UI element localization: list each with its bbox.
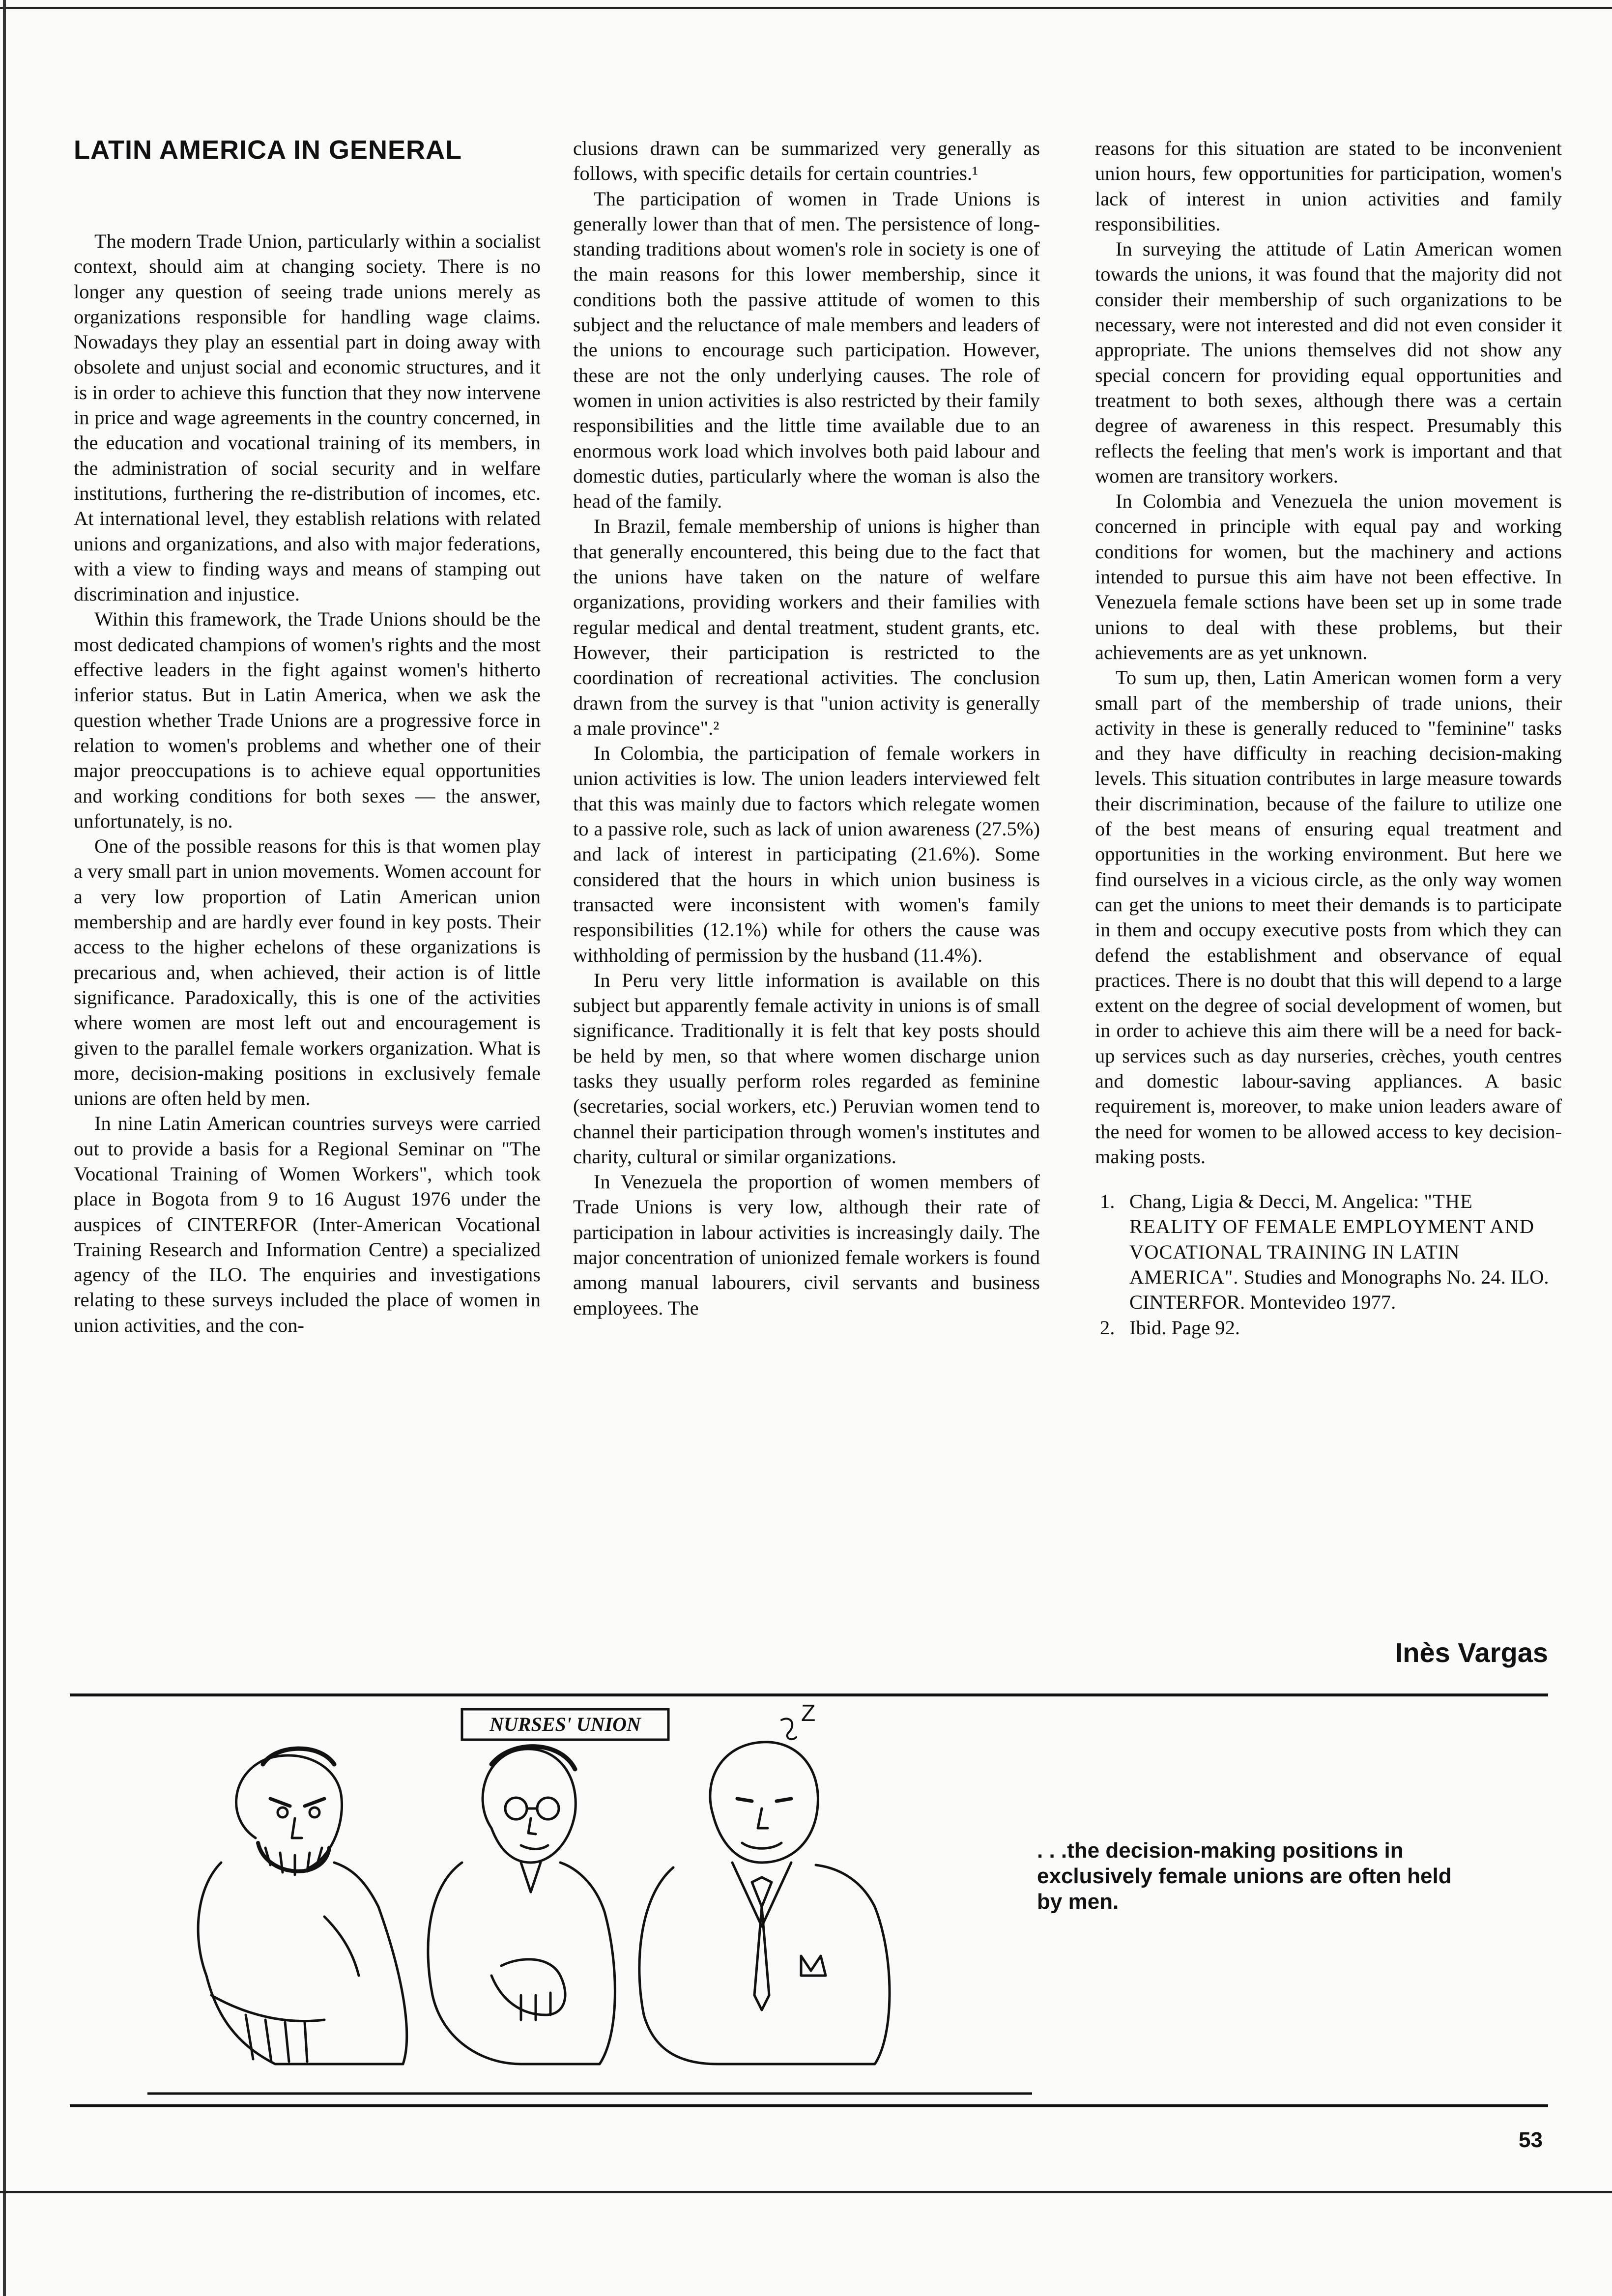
paragraph: In Brazil, female membership of unions is higher than that generally encountered, this being due to the fact that the unions have taken on the nature of welfare organizations, providing workers and their families with regular medical and dental treatment, student grants, etc. However, their participation is restricted to the coordination of recreational activities. The conclusion drawn from the survey is that "union activity is generally a male province".² xyxy=(573,515,1040,739)
footnote-number: 2. xyxy=(1100,1316,1115,1339)
paragraph: In surveying the attitude of Latin American women towards the unions, it was found that the majority did not consider their membership of such organizations to be necessary, were not interested and did not even consider it appropriate. The unions themselves did not show any special concern for providing equal opportunities and treatment to both sexes, although there was a certain degree of awareness in this respect. Presumably this reflects the feeling that men's work is important and that women are transitory workers. xyxy=(1095,238,1562,487)
footnotes xyxy=(1095,1189,1562,1340)
column-1 xyxy=(74,135,541,1664)
footnote-title: "THE REALITY OF FEMALE EMPLOYMENT AND VOCATIONAL TRAINING IN LATIN AMERICA". xyxy=(1129,1190,1535,1289)
middle-figure xyxy=(428,1747,615,2064)
union-sign xyxy=(462,1709,668,1740)
paragraph: reasons for this situation are stated to be inconvenient union hours, few opportunities for participation, women's lack of interest in union activities and family responsibilities. xyxy=(1095,137,1562,235)
scan-edge-top xyxy=(0,7,1612,9)
paragraph: Within this framework, the Trade Unions should be the most dedicated champions of women's rights and the most effective leaders in the fight against women's hitherto inferior status. But in Latin America, when we ask the question whether Trade Unions are a progressive force in relation to women's problems and whether one of their major preoccupations is to achieve equal opportunities and working conditions for both sexes — the answer, unfortunately, is no. xyxy=(74,608,541,832)
footnote-text xyxy=(1129,1315,1562,1340)
paragraph: In Colombia, the participation of female workers in union activities is low. The union leaders interviewed felt that this was mainly due to factors which relegate women to a passive role, such as lack of union awareness (27.5%) and lack of interest in participating (21.6%). Some considered that the hours in which union business is transacted were inconsistent with women's family responsibilities (12.1%) while for others the cause was withholding of permission by the husband (11.4%). xyxy=(573,742,1040,966)
cartoon-illustration xyxy=(147,1700,1032,2103)
paragraph: In Venezuela the proportion of women members of Trade Unions is very low, although their rate of participation in labour activities is increasingly daily. The major concentration of unionized female workers is found among manual labourers, civil servants and business employees. The xyxy=(573,1171,1040,1319)
scan-edge-bottom xyxy=(0,2191,1612,2193)
paragraph: To sum up, then, Latin American women form a very small part of the membership of trade unions, their activity in these is generally reduced to "feminine" tasks and they have difficulty in reaching decision-making levels. This situation contributes in large measure towards their discrimination, because of the failure to utilize one of the best means of ensuring equal treatment and opportunities in the working environment. But here we find ourselves in a vicious circle, as the only way women can get the unions to meet their demands is to participate in them and occupy executive posts from which they can defend the establishment and observance of equal practices. There is no doubt that this will depend to a large extent on the degree of social development of women, but in order to achieve this aim there will be a need for back-up services such as day nurseries, crèches, youth centres and domestic labour-saving appliances. A basic requirement is, moreover, to make union leaders aware of the need for women to be allowed access to key decision-making posts. xyxy=(1095,666,1562,1168)
left-figure xyxy=(198,1749,407,2064)
scan-edge-left xyxy=(3,0,6,2296)
column-1-body xyxy=(74,229,541,1338)
footnote-authors: Chang, Ligia & Decci, M. Angelica: xyxy=(1129,1190,1419,1213)
paragraph: The participation of women in Trade Unions is generally lower than that of men. The persistence of long-standing traditions about women's role in society is one of the main reasons for this lower membership, since it conditions both the passive attitude of women to this subject and the reluctance of male members and leaders of the unions to encourage such participation. However, these are not the only underlying causes. The role of women in union activities is also restricted by their family responsibilities and the little time available due to an enormous work load which involves both paid labour and domestic duties, particularly where the woman is also the head of the family. xyxy=(573,187,1040,513)
right-figure xyxy=(639,1719,890,2064)
author-byline: Inès Vargas xyxy=(1395,1637,1548,1668)
paragraph: One of the possible reasons for this is that women play a very small part in union movements. Women account for a very low proportion of Latin American union membership and are hardly ever found in key posts. Their access to the higher echelons of these organizations is precarious and, when achieved, their action is of little significance. Paradoxically, this is one of the activities where women are most left out and encouragement is given to the parallel female workers organization. What is more, decision-making positions in exclusively female unions are often held by men. xyxy=(74,835,541,1110)
snore-text: Z xyxy=(801,1700,816,1726)
cartoon-top-rule xyxy=(70,1693,1548,1696)
page-number: 53 xyxy=(1519,2128,1543,2152)
column-3 xyxy=(1095,136,1562,1664)
column-2 xyxy=(573,136,1040,1664)
paragraph: In Colombia and Venezuela the union movement is concerned in principle with equal pay and working conditions for women, but the machinery and actions intended to pursue this aim have not been effective. In Venezuela female sctions have been set up in some trade unions to deal with these problems, but their achievements are as yet unknown. xyxy=(1095,490,1562,663)
footnote xyxy=(1095,1189,1562,1315)
paragraph: The modern Trade Union, particularly within a socialist context, should aim at changing society. There is no longer any question of seeing trade unions merely as organizations responsible for handling wage claims. Nowadays they play an essential part in doing away with obsolete and unjust social and economic structures, and it is in order to achieve this function that they now intervene in price and wage agreements in the country concerned, in the education and vocational training of its members, in the administration of social security and in welfare institutions, furthering the re-distribution of incomes, etc. At international level, they establish relations with related unions and organizations, and also with major federations, with a view to finding ways and means of stamping out discrimination and injustice. xyxy=(74,230,541,605)
footnote-number: 1. xyxy=(1100,1190,1115,1213)
footnote-authors: Ibid. Page 92. xyxy=(1129,1316,1240,1339)
sign-text: NURSES' UNION xyxy=(489,1713,641,1735)
cartoon-bottom-rule xyxy=(70,2104,1548,2107)
section-heading: LATIN AMERICA IN GENERAL xyxy=(74,135,462,165)
paragraph: In nine Latin American countries surveys were carried out to provide a basis for a Regional Seminar on "The Vocational Training of Women Workers", which took place in Bogota from 9 to 16 August 1976 under the auspices of CINTERFOR (Inter-American Vocational Training Research and Information Centre) a specialized agency of the ILO. The enquiries and investigations relating to these surveys included the place of women in union activities, and the con- xyxy=(74,1112,541,1336)
footnote xyxy=(1095,1315,1562,1340)
footnote-text xyxy=(1129,1189,1562,1315)
footnote-source: Studies and Monographs No. 24. ILO. CINTERFOR. Montevideo 1977. xyxy=(1129,1266,1549,1314)
cartoon-caption: . . .the decision-making positions in exclusively female unions are often held by men. xyxy=(1037,1838,1452,1914)
paragraph: In Peru very little information is available on this subject but apparently female activity in unions is of small significance. Traditionally it is felt that key posts should be held by men, so that where women discharge union tasks they usually perform roles regarded as feminine (secretaries, social workers, etc.) Peruvian women tend to channel their participation through women's institutes and charity, cultural or similar organizations. xyxy=(573,969,1040,1168)
paragraph: clusions drawn can be summarized very generally as follows, with specific details for certain countries.¹ xyxy=(573,137,1040,185)
